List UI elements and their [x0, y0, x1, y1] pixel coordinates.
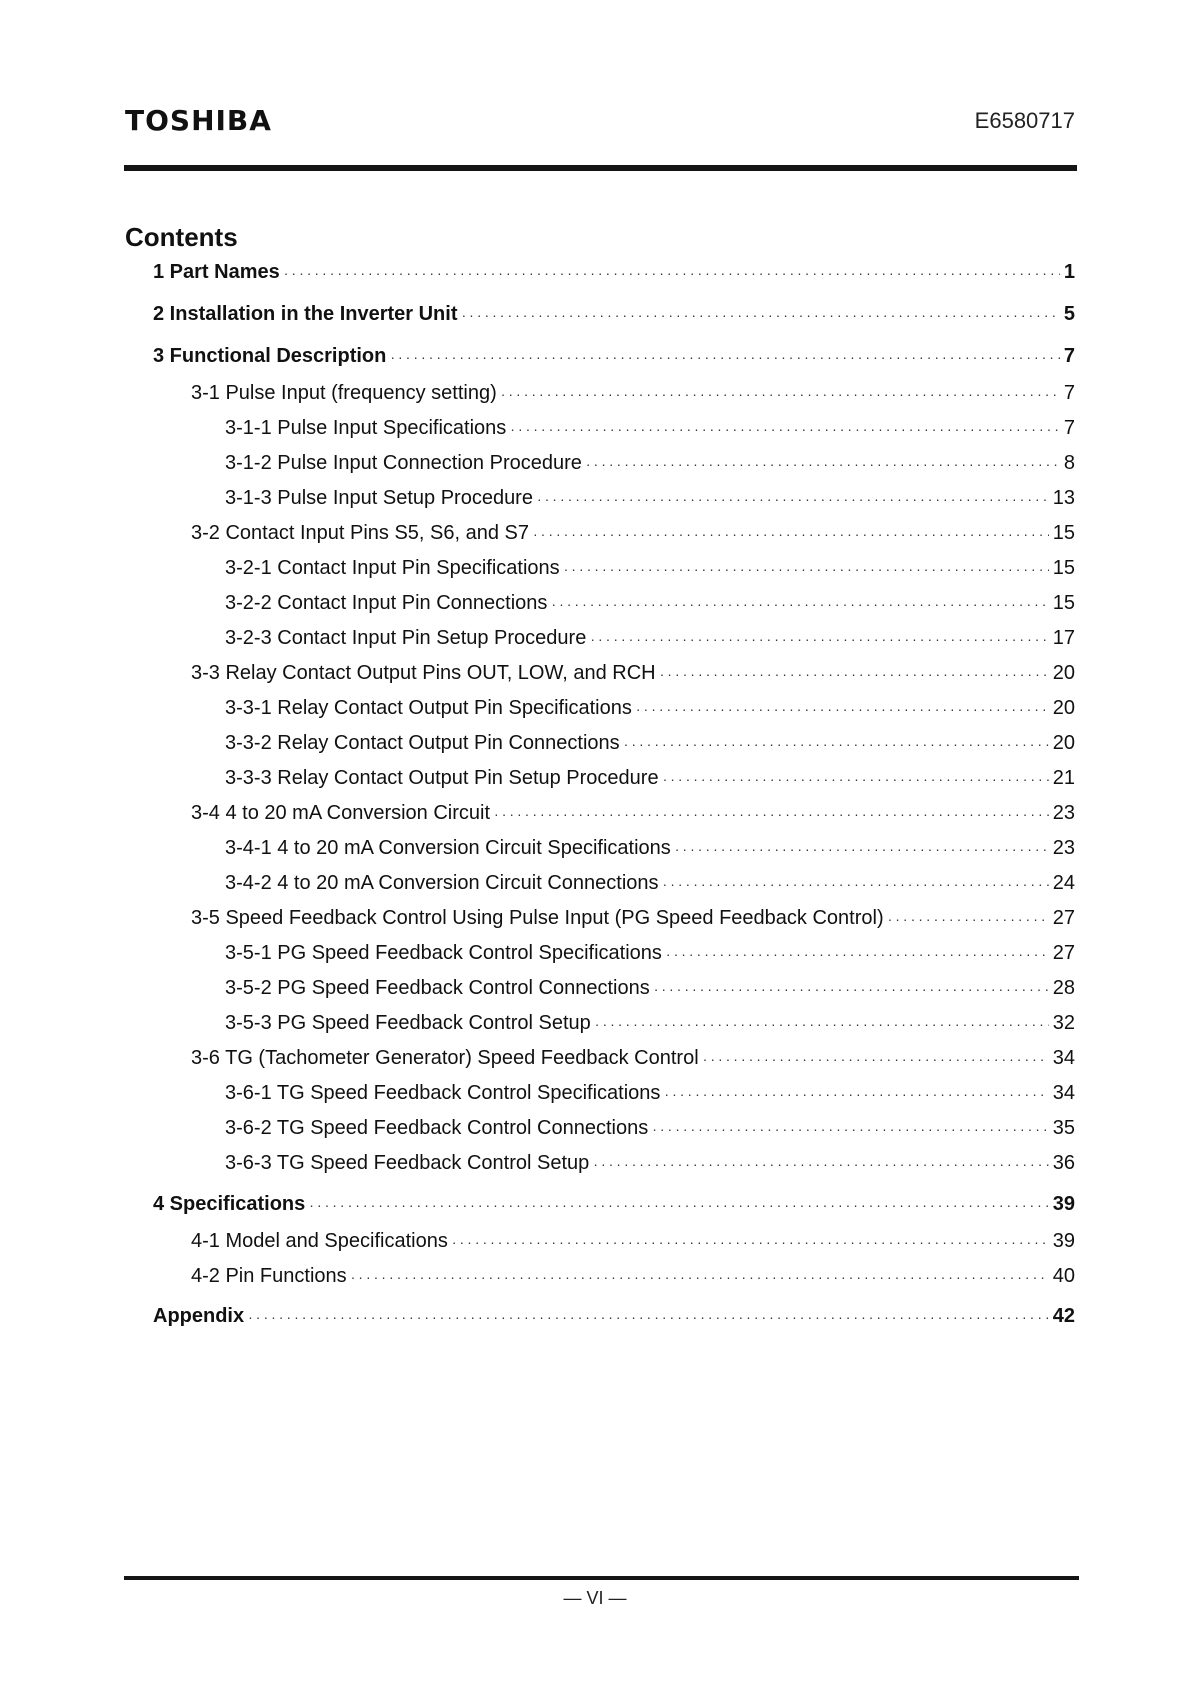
toc-entry-title: 4-1 Model and Specifications: [191, 1230, 448, 1252]
dot-leader: [494, 800, 1049, 828]
toc-entry: [191, 904, 1075, 932]
dot-leader: [551, 590, 1048, 618]
toc-entry-page: 27: [1052, 942, 1075, 964]
toc-entry-title: 2 Installation in the Inverter Unit: [153, 303, 458, 325]
toc-entry-title: 3-6-1 TG Speed Feedback Control Specifications: [225, 1082, 661, 1104]
toc-entry-page: 36: [1052, 1152, 1075, 1174]
toc-entry: [225, 974, 1075, 1002]
toc-entry: [225, 1149, 1075, 1177]
toc-entry: [225, 869, 1075, 897]
dot-leader: [595, 1010, 1049, 1038]
dot-leader: [703, 1045, 1049, 1073]
dot-leader: [636, 695, 1049, 723]
toc-entry-page: 39: [1052, 1193, 1075, 1215]
toc-entry-title: 3-3 Relay Contact Output Pins OUT, LOW, and RCH: [191, 662, 656, 684]
toc-entry-title: 4 Specifications: [153, 1193, 306, 1215]
toc-entry-title: 3-3-3 Relay Contact Output Pin Setup Procedure: [225, 767, 659, 789]
dot-leader: [537, 485, 1049, 513]
toc-entry: [191, 799, 1075, 827]
toc-entry: [225, 1009, 1075, 1037]
toc-entry-page: 1: [1063, 261, 1075, 283]
toc-entry-page: 28: [1052, 977, 1075, 999]
toc-entry-page: 20: [1052, 732, 1075, 754]
toc-entry-page: 15: [1052, 592, 1075, 614]
toc-entry: [225, 414, 1075, 442]
toc-entry: [225, 624, 1075, 652]
page-title: Contents: [125, 222, 238, 252]
toc-entry-title: 3-2-3 Contact Input Pin Setup Procedure: [225, 627, 587, 649]
toc-entry-title: 3-5-3 PG Speed Feedback Control Setup: [225, 1012, 591, 1034]
toc-entry: [191, 1262, 1075, 1290]
toc-entry-title: 3-1-1 Pulse Input Specifications: [225, 417, 507, 439]
toc-entry: [225, 484, 1075, 512]
dot-leader: [593, 1150, 1048, 1178]
toc-entry-page: 39: [1052, 1230, 1075, 1252]
toc-entry-title: 3 Functional Description: [153, 345, 387, 367]
toc-entry: [191, 659, 1075, 687]
toc-entry-title: 3-1 Pulse Input (frequency setting): [191, 382, 497, 404]
dot-leader: [652, 1115, 1049, 1143]
dot-leader: [590, 625, 1048, 653]
dot-leader: [510, 415, 1060, 443]
toc-entry: [225, 449, 1075, 477]
toc-entry: [225, 1079, 1075, 1107]
page-header: [125, 104, 1075, 144]
toc-entry: [153, 1302, 1075, 1330]
toc-entry-title: 3-1-3 Pulse Input Setup Procedure: [225, 487, 533, 509]
dot-leader: [452, 1228, 1049, 1256]
toc-entry-page: 34: [1052, 1047, 1075, 1069]
toc-entry: [153, 1190, 1075, 1218]
toc-entry: [225, 1114, 1075, 1142]
toc-entry-page: 7: [1063, 417, 1075, 439]
toc-entry-title: 3-6-2 TG Speed Feedback Control Connections: [225, 1117, 649, 1139]
dot-leader: [248, 1303, 1049, 1331]
dot-leader: [462, 301, 1060, 329]
toc-entry-page: 20: [1052, 662, 1075, 684]
toc-entry: [225, 729, 1075, 757]
toc-entry: [225, 694, 1075, 722]
toc-entry-page: 34: [1052, 1082, 1075, 1104]
toc-entry-page: 27: [1052, 907, 1075, 929]
toc-entry-title: 3-1-2 Pulse Input Connection Procedure: [225, 452, 582, 474]
toc-entry: [153, 300, 1075, 328]
toc-entry-title: 4-2 Pin Functions: [191, 1265, 347, 1287]
dot-leader: [284, 259, 1060, 287]
page-number: — VI —: [563, 1588, 627, 1608]
toc-entry-page: 40: [1052, 1265, 1075, 1287]
dot-leader: [351, 1263, 1049, 1291]
dot-leader: [663, 765, 1049, 793]
toc-entry-page: 20: [1052, 697, 1075, 719]
toc-entry: [225, 939, 1075, 967]
toc-entry-page: 15: [1052, 522, 1075, 544]
toc-entry-title: 3-2 Contact Input Pins S5, S6, and S7: [191, 522, 529, 544]
dot-leader: [675, 835, 1049, 863]
toc-entry-page: 7: [1063, 345, 1075, 367]
toc-entry-title: 3-4 4 to 20 mA Conversion Circuit: [191, 802, 491, 824]
dot-leader: [390, 343, 1060, 371]
header-rule: [124, 165, 1077, 171]
toc-entry-page: 13: [1052, 487, 1075, 509]
toc-entry-page: 42: [1052, 1305, 1075, 1327]
dot-leader: [624, 730, 1049, 758]
toc-entry-page: 32: [1052, 1012, 1075, 1034]
toc-entry-title: 1 Part Names: [153, 261, 280, 283]
toc-entry-title: 3-3-2 Relay Contact Output Pin Connections: [225, 732, 620, 754]
toc-entry-page: 35: [1052, 1117, 1075, 1139]
dot-leader: [564, 555, 1049, 583]
toc-entry: [225, 589, 1075, 617]
toc-entry: [191, 1044, 1075, 1072]
toc-entry-page: 7: [1063, 382, 1075, 404]
toc-entry-page: 24: [1052, 872, 1075, 894]
toc-entry-title: Appendix: [153, 1305, 245, 1327]
toc-entry-page: 8: [1063, 452, 1075, 474]
toc-entry-title: 3-5-2 PG Speed Feedback Control Connections: [225, 977, 650, 999]
toc-entry: [225, 764, 1075, 792]
toc-entry: [153, 342, 1075, 370]
toc-entry: [191, 519, 1075, 547]
toc-entry: [191, 1227, 1075, 1255]
toc-entry-title: 3-3-1 Relay Contact Output Pin Specifications: [225, 697, 632, 719]
toc-entry-title: 3-6-3 TG Speed Feedback Control Setup: [225, 1152, 590, 1174]
toc-entry: [225, 834, 1075, 862]
toc-entry-page: 23: [1052, 802, 1075, 824]
brand-logo: TOSHIBA: [125, 104, 272, 137]
toc-entry: [225, 554, 1075, 582]
dot-leader: [309, 1191, 1048, 1219]
toc-entry-title: 3-2-1 Contact Input Pin Specifications: [225, 557, 560, 579]
toc-entry: [191, 379, 1075, 407]
toc-entry-page: 17: [1052, 627, 1075, 649]
toc-entry-title: 3-6 TG (Tachometer Generator) Speed Feedback Control: [191, 1047, 699, 1069]
dot-leader: [663, 870, 1049, 898]
toc-entry-title: 3-5-1 PG Speed Feedback Control Specifications: [225, 942, 662, 964]
toc-entry-title: 3-2-2 Contact Input Pin Connections: [225, 592, 548, 614]
toc-entry-page: 15: [1052, 557, 1075, 579]
dot-leader: [501, 380, 1060, 408]
dot-leader: [654, 975, 1049, 1003]
dot-leader: [888, 905, 1049, 933]
dot-leader: [533, 520, 1049, 548]
toc-entry-title: 3-4-2 4 to 20 mA Conversion Circuit Connections: [225, 872, 659, 894]
toc-entry: [153, 258, 1075, 286]
toc-entry-title: 3-5 Speed Feedback Control Using Pulse Input (PG Speed Feedback Control): [191, 907, 884, 929]
toc-entry-page: 21: [1052, 767, 1075, 789]
dot-leader: [666, 940, 1049, 968]
toc-entry-page: 5: [1063, 303, 1075, 325]
toc-entry-title: 3-4-1 4 to 20 mA Conversion Circuit Specifications: [225, 837, 671, 859]
dot-leader: [586, 450, 1060, 478]
dot-leader: [664, 1080, 1048, 1108]
toc-entry-page: 23: [1052, 837, 1075, 859]
dot-leader: [660, 660, 1049, 688]
footer-rule: [124, 1576, 1079, 1580]
document-number: E6580717: [974, 108, 1075, 133]
